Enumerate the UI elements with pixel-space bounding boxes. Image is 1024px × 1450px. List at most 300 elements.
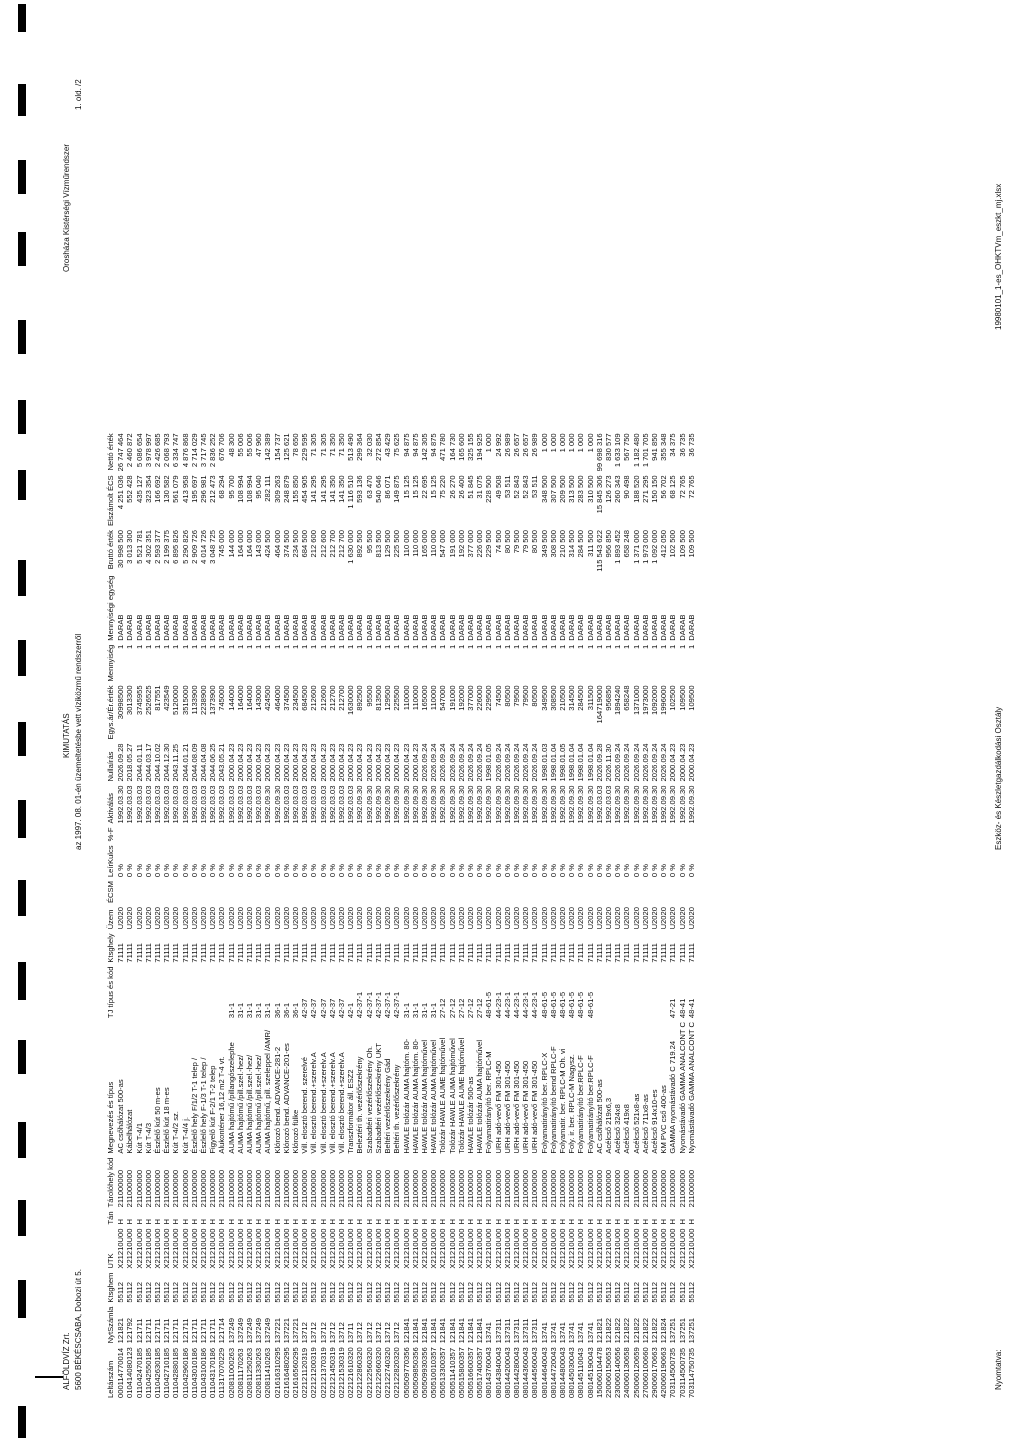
table-cell: 71111 <box>419 943 429 963</box>
table-cell: 71111 <box>484 943 494 963</box>
table-cell: 552 428 <box>125 475 135 503</box>
table-cell: Transzformátor áll. ESZ2 <box>346 1069 356 1154</box>
table-cell: X21210U00 <box>548 1228 558 1269</box>
table-cell: X21210U00 <box>567 1228 577 1269</box>
table-cell: 1 <box>180 644 190 649</box>
table-cell: 355 348 <box>659 433 669 461</box>
table-cell: H <box>189 1219 199 1225</box>
table-cell: X21210U00 <box>153 1228 163 1269</box>
table-cell: 1992.03.03 <box>153 785 163 824</box>
table-cell: X21210U00 <box>217 1228 227 1269</box>
table-cell: 71111 <box>337 943 347 963</box>
table-cell: Észlelő hely F-1/3 T-1 telep / <box>199 1057 209 1154</box>
table-cell: DARAB <box>364 614 374 641</box>
table-cell: 020811410263 <box>263 1347 273 1398</box>
table-cell: 71111 <box>364 943 374 963</box>
table-cell <box>622 877 631 903</box>
table-cell: 225500 <box>392 685 402 711</box>
table-cell: 55112 <box>548 1282 558 1303</box>
table-cell: 55112 <box>116 1282 126 1303</box>
table-cell: 1 <box>337 644 347 649</box>
table-row <box>365 429 374 1398</box>
table-cell: X21210U00 <box>557 1228 567 1269</box>
table-cell: H <box>281 1219 291 1225</box>
table-cell: X21210U00 <box>594 1228 604 1269</box>
table-cell: 1 <box>511 644 521 649</box>
table-cell: 1992.09.30 <box>511 785 521 824</box>
table-cell: 71111 <box>254 943 264 963</box>
table-cell: 71111 <box>392 943 402 963</box>
table-cell: 137221 <box>281 1317 291 1344</box>
table-row <box>273 429 282 1398</box>
table-cell: DARAB <box>180 614 190 641</box>
table-cell: 71111 <box>153 943 163 963</box>
table-cell: 109500 <box>686 685 696 711</box>
table-cell: H <box>373 1219 383 1225</box>
table-cell: 0 % <box>613 863 623 878</box>
table-cell: 703114750735 <box>686 1347 696 1398</box>
table-cell <box>116 963 125 1019</box>
table-cell <box>576 824 585 842</box>
table-cell: 15 845 306 <box>594 475 604 514</box>
table-cell: 0 % <box>401 863 411 878</box>
table-cell: 1 <box>401 644 411 649</box>
table-cell: DARAB <box>677 614 687 641</box>
table-cell <box>549 824 558 842</box>
table-cell: 1371000 <box>631 685 641 716</box>
table-cell: 211000000 <box>153 1169 163 1208</box>
table-cell: 49 508 <box>493 475 503 499</box>
table-cell: KM PVC cső 400-as <box>659 1085 669 1154</box>
table-cell: 55112 <box>419 1282 429 1303</box>
table-cell: 377 000 <box>465 530 475 558</box>
table-cell: 55112 <box>640 1282 650 1303</box>
table-cell: 42-37 <box>300 998 310 1019</box>
column-header: Nettó érték <box>106 433 115 471</box>
table-cell: 44-23-1 <box>521 991 531 1019</box>
table-cell: 55112 <box>254 1282 264 1303</box>
table-cell: 1 <box>263 644 273 649</box>
table-cell: 74 500 <box>493 530 503 554</box>
table-cell: 121841 <box>410 1317 420 1344</box>
table-cell: 211000000 <box>410 1169 420 1208</box>
table-cell: 164 000 <box>235 530 245 558</box>
table-cell: 745 000 <box>217 530 227 558</box>
table-cell: 1 <box>217 644 227 649</box>
table-cell: DARAB <box>291 614 301 641</box>
table-cell: Folyamatirányító bernd RPLC-F <box>548 1046 558 1154</box>
table-cell: 212600 <box>318 685 328 711</box>
table-cell: 0 % <box>281 863 291 878</box>
table-cell: 1992.03.03 <box>199 785 209 824</box>
table-cell: 050516600357 <box>465 1347 475 1398</box>
table-cell: 020811250263 <box>245 1347 255 1398</box>
table-cell: 115 543 622 <box>594 530 604 572</box>
table-cell: 71111 <box>125 943 135 963</box>
table-cell: 31-1 <box>245 1002 255 1019</box>
table-cell: 121822 <box>631 1317 641 1344</box>
table-cell: 1 <box>383 644 393 649</box>
table-cell: X21210U00 <box>291 1228 301 1269</box>
table-cell <box>144 963 153 1019</box>
table-cell: 464000 <box>272 685 282 711</box>
table-cell: 1992.03.03 <box>594 785 604 824</box>
table-cell: X21210U00 <box>585 1228 595 1269</box>
table-cell: 55112 <box>263 1282 273 1303</box>
table-cell: 13712 <box>318 1322 328 1344</box>
column-header: TJ típus és kód <box>106 966 115 1019</box>
table-cell: 13711 <box>346 1322 356 1344</box>
table-cell: X21210U00 <box>162 1228 172 1269</box>
table-cell: 1992.03.03 <box>189 785 199 824</box>
table-cell: 211000000 <box>557 1169 567 1208</box>
table-cell: 94 875 <box>410 433 420 457</box>
table-cell: U2020 <box>162 907 172 930</box>
table-cell: 1133900 <box>189 685 199 715</box>
table-cell: H <box>410 1219 420 1225</box>
table-cell: 1992.09.30 <box>585 785 595 824</box>
table-cell: 55112 <box>668 1282 678 1303</box>
table-cell: 1992.09.30 <box>419 785 429 824</box>
table-cell: 110 000 <box>410 530 420 557</box>
table-cell: 47-21 <box>668 998 678 1019</box>
table-cell: 71111 <box>291 943 301 963</box>
table-cell: 011043170186 <box>208 1347 218 1398</box>
table-cell: 2026.09.24 <box>631 743 641 782</box>
table-cell: 192 000 <box>456 530 466 558</box>
table-cell: DARAB <box>143 614 153 641</box>
table-cell: 3 717 745 <box>199 433 209 468</box>
table-cell: 211000000 <box>134 1169 144 1208</box>
table-cell: 1 <box>199 644 209 649</box>
table-cell <box>273 877 282 903</box>
table-cell: 31-1 <box>401 1002 411 1019</box>
table-cell: 48-61-5 <box>567 991 577 1019</box>
table-cell: 212 700 <box>327 530 337 558</box>
table-cell: Kábelhálózat <box>125 1109 135 1154</box>
table-cell: 2000.04.23 <box>677 743 687 782</box>
table-cell: 2000.04.23 <box>401 743 411 782</box>
table-cell: 27-12 <box>438 998 448 1019</box>
column-header: LeírKulcs <box>106 845 115 878</box>
table-cell: 71111 <box>530 943 540 963</box>
table-cell: 55112 <box>603 1282 613 1303</box>
table-cell <box>181 824 190 842</box>
table-cell <box>135 824 144 842</box>
table-cell: 68 294 <box>217 475 227 499</box>
table-cell: 42-37-1 <box>373 991 383 1019</box>
table-cell: 137251 <box>668 1317 678 1344</box>
table-cell: 48-61-5 <box>557 991 567 1019</box>
table-cell: 1992.09.30 <box>401 785 411 824</box>
table-cell <box>512 877 521 903</box>
table-cell: 55112 <box>392 1282 402 1303</box>
table-cell: 0 % <box>410 863 420 878</box>
table-cell: 0 % <box>208 863 218 878</box>
table-cell: 080144200043 <box>502 1347 512 1398</box>
table-cell: U2020 <box>383 907 393 930</box>
table-cell: 1 <box>162 644 172 649</box>
table-cell <box>217 877 226 903</box>
table-cell: 1 116 510 <box>346 475 356 509</box>
table-cell: 26 657 <box>521 433 531 457</box>
table-cell: DARAB <box>355 614 365 641</box>
table-cell: 2044.01.21 <box>180 743 190 782</box>
table-cell: H <box>364 1219 374 1225</box>
table-cell: 308 500 <box>548 530 558 558</box>
table-cell: Vill. elosztó berend. szerelvé <box>300 1057 310 1154</box>
table-cell: 0 % <box>226 863 236 878</box>
column-header: UTK <box>106 1253 115 1269</box>
table-cell: 137311 <box>502 1318 512 1344</box>
table-cell: 2026.09.24 <box>530 743 540 782</box>
table-cell: 55112 <box>337 1282 347 1303</box>
table-cell: U2020 <box>235 907 245 930</box>
table-cell: H <box>401 1219 411 1225</box>
table-row <box>263 429 272 1398</box>
table-cell: DARAB <box>346 614 356 641</box>
table-cell: 0 % <box>337 863 347 878</box>
table-cell: 55112 <box>686 1282 696 1303</box>
table-row <box>208 429 217 1398</box>
table-cell: H <box>318 1219 328 1225</box>
table-cell: 80 500 <box>502 530 512 554</box>
table-cell: 050517400357 <box>475 1347 485 1398</box>
table-cell <box>392 824 401 842</box>
table-cell <box>595 824 604 842</box>
table-cell: 1992.03.30 <box>116 785 126 824</box>
table-cell: 424 500 <box>263 530 273 558</box>
table-cell: X21210U00 <box>429 1228 439 1269</box>
table-cell: 1992.09.30 <box>465 785 475 824</box>
table-cell: 211000000 <box>208 1169 218 1208</box>
table-cell: 55112 <box>143 1282 153 1303</box>
table-cell <box>208 963 217 1019</box>
table-cell: Beleztéri th. vezérlőszekrény <box>355 1056 365 1154</box>
table-cell <box>632 963 641 1019</box>
table-cell <box>558 877 567 903</box>
table-cell: H <box>567 1219 577 1225</box>
table-cell: 71111 <box>143 943 153 963</box>
table-body <box>116 429 696 1398</box>
table-cell <box>153 963 162 1019</box>
table-row <box>622 429 631 1398</box>
table-cell: X21210U00 <box>272 1228 282 1269</box>
table-cell <box>438 824 447 842</box>
table-cell: X21210U00 <box>337 1228 347 1269</box>
table-cell: DARAB <box>594 614 604 641</box>
table-cell: 282 111 <box>263 475 273 502</box>
table-cell: 55112 <box>576 1282 586 1303</box>
table-row <box>438 429 447 1398</box>
table-cell: 55112 <box>567 1282 577 1303</box>
table-cell: 48 300 <box>226 433 236 457</box>
table-cell: HAWLE tolózár AUMA hajtóművel <box>475 1039 485 1154</box>
table-cell: U2020 <box>548 907 558 930</box>
table-cell: 142 305 <box>419 433 429 461</box>
table-cell: 71111 <box>548 943 558 963</box>
table-cell <box>429 824 438 842</box>
table-cell: 164000 <box>245 685 255 711</box>
table-cell: 94 875 <box>429 433 439 457</box>
company-address: 5600 BÉKÉSCSABA, Dobozi út 5. <box>74 1269 83 1390</box>
table-cell: 1 <box>622 644 632 649</box>
table-cell: 121822 <box>613 1317 623 1344</box>
table-cell: 211000000 <box>355 1169 365 1208</box>
table-cell: 55 006 <box>235 433 245 457</box>
table-cell <box>273 824 282 842</box>
table-cell: 1 <box>429 644 439 649</box>
table-cell: 121711 <box>134 1318 144 1344</box>
table-cell: Alukonténer 16,12 m2 T-4 vt. <box>217 1056 227 1154</box>
table-row <box>613 429 622 1398</box>
table-cell: 374500 <box>281 685 291 711</box>
table-cell <box>227 824 236 842</box>
table-cell: 71111 <box>410 943 420 963</box>
table-cell <box>374 877 383 903</box>
table-cell: DARAB <box>640 614 650 641</box>
table-cell: 44-23-1 <box>502 991 512 1019</box>
table-row <box>309 429 318 1398</box>
table-cell: 412 050 <box>659 530 669 558</box>
table-cell: 164 730 <box>447 433 457 461</box>
table-cell <box>586 824 595 842</box>
table-cell: 137249 <box>263 1317 273 1344</box>
column-header: Mennyiségi egység <box>106 575 115 641</box>
table-cell <box>586 877 595 903</box>
table-cell: Acélcső 324x8 <box>613 1104 623 1154</box>
table-cell: 121822 <box>640 1317 650 1344</box>
table-cell: DARAB <box>686 614 696 641</box>
table-cell: 5120000 <box>171 685 181 716</box>
table-cell: 020811170263 <box>235 1348 245 1398</box>
table-cell <box>420 824 429 842</box>
table-cell: U2020 <box>263 907 273 930</box>
table-cell: H <box>511 1219 521 1225</box>
table-cell: 1092000 <box>649 685 659 716</box>
table-row <box>282 429 291 1398</box>
table-cell: 55112 <box>677 1282 687 1303</box>
table-cell: 109 500 <box>677 530 687 558</box>
table-cell <box>144 877 153 903</box>
table-cell: X21210U00 <box>686 1228 696 1269</box>
table-cell: 2000.04.23 <box>272 743 282 782</box>
table-cell: 121821 <box>116 1317 126 1344</box>
table-cell: 165000 <box>419 685 429 711</box>
table-row <box>678 429 687 1398</box>
table-cell: 137311 <box>493 1318 503 1344</box>
table-cell: 229 595 <box>300 433 310 461</box>
table-cell <box>328 824 337 842</box>
table-cell: 137249 <box>226 1317 236 1344</box>
table-cell: 1 <box>346 644 356 649</box>
table-cell: 325 155 <box>465 433 475 461</box>
table-cell: 95500 <box>364 685 374 707</box>
table-cell <box>632 824 641 842</box>
table-cell: 55112 <box>438 1282 448 1303</box>
table-cell: 2043.11.25 <box>171 744 181 782</box>
table-cell: 0 % <box>143 863 153 878</box>
table-cell: 211000000 <box>585 1169 595 1208</box>
table-cell: X21210U00 <box>456 1228 466 1269</box>
table-cell: X21210U00 <box>134 1228 144 1269</box>
table-cell: 1998.01.04 <box>576 743 586 782</box>
table-cell: 0 % <box>668 863 678 878</box>
table-cell: 0 % <box>364 863 374 878</box>
table-cell: 0 % <box>502 863 512 878</box>
table-cell: 1992.03.03 <box>217 785 227 824</box>
table-cell: 55112 <box>539 1282 549 1303</box>
table-cell: 68 125 <box>668 475 678 499</box>
table-cell: GAMMA nyomástávadó C 719.24 <box>668 1040 678 1154</box>
table-cell: 2026.09.24 <box>649 743 659 782</box>
table-cell: U2020 <box>254 907 264 930</box>
table-cell: 225 500 <box>392 530 402 558</box>
table-cell: 2044.10.02 <box>153 743 163 782</box>
table-cell: 121711 <box>162 1318 172 1344</box>
table-cell: 142 389 <box>263 433 273 461</box>
table-cell: 141 295 <box>309 475 319 503</box>
table-cell: 021616310295 <box>272 1347 282 1398</box>
table-cell <box>448 824 457 842</box>
table-cell: 121711 <box>180 1318 190 1344</box>
table-row <box>484 429 493 1398</box>
table-cell <box>484 824 493 842</box>
table-cell <box>190 963 199 1019</box>
table-cell <box>309 877 318 903</box>
table-cell: 71 350 <box>327 433 337 457</box>
table-cell: 0 % <box>475 863 485 878</box>
table-row <box>171 429 180 1398</box>
table-cell: 32 030 <box>364 433 374 457</box>
table-cell: 234500 <box>291 685 301 711</box>
table-cell: 956 850 <box>603 530 613 558</box>
table-cell <box>567 824 576 842</box>
table-cell: 42-37 <box>327 998 337 1019</box>
table-cell: 1 <box>668 644 678 649</box>
table-cell: 314 500 <box>567 530 577 558</box>
table-cell: Nyomástávadó GAMMA ANALCONT C <box>686 1022 696 1154</box>
table-cell: U2020 <box>511 907 521 930</box>
table-cell: U2020 <box>530 907 540 930</box>
table-cell: 109500 <box>677 685 687 711</box>
table-cell: 55112 <box>493 1282 503 1303</box>
table-cell: 2000.04.23 <box>686 743 696 782</box>
table-cell: 658248 <box>622 685 632 711</box>
table-cell: 31-1 <box>235 1002 245 1019</box>
table-cell: 1998.01.05 <box>484 743 494 782</box>
table-cell: 1992.03.03 <box>281 785 291 824</box>
table-row <box>199 429 208 1398</box>
table-cell: 71111 <box>272 943 282 963</box>
company-name: ALFÖLDVÍZ Zrt. <box>62 1332 71 1390</box>
table-cell: H <box>263 1219 273 1225</box>
table-cell: 229500 <box>484 685 494 711</box>
table-cell: U2020 <box>373 907 383 930</box>
table-cell: 121841 <box>475 1317 485 1344</box>
table-cell: H <box>245 1219 255 1225</box>
footer-filename: 19980101_1-es_OHKTVm_eszkt_mj.xlsx <box>994 183 1003 330</box>
table-cell: Acélcső 219x6,3 <box>603 1097 613 1154</box>
table-cell: H <box>199 1219 209 1225</box>
table-cell: 99 698 316 <box>594 433 604 472</box>
table-cell: 011042710185 <box>162 1347 172 1398</box>
table-cell: DARAB <box>401 614 411 641</box>
table-cell: U2020 <box>585 907 595 930</box>
table-cell: 230060140656 <box>613 1347 623 1398</box>
table-cell: 1 <box>548 644 558 649</box>
table-cell: 137249 <box>235 1317 245 1344</box>
